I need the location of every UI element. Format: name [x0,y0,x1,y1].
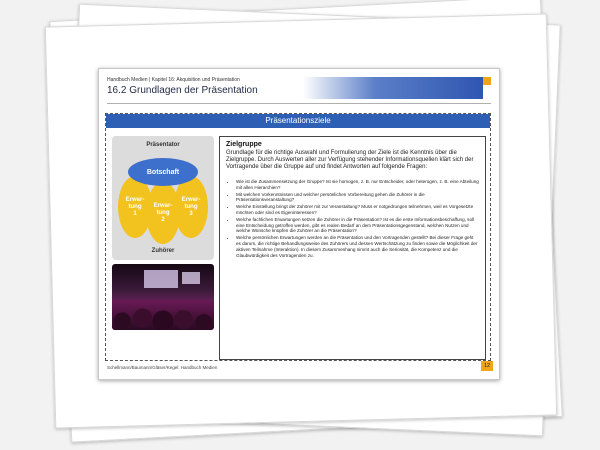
header-divider [107,103,491,104]
expectation-1: Erwar- tung 1 [118,176,152,238]
content-frame [105,113,491,361]
target-group-textbox [219,136,486,360]
audience-label: Zuhörer [151,248,175,254]
side-screen [182,272,200,284]
page-title: 16.2 Grundlagen der Präsentation [107,85,258,96]
list-item: • Welche persönlichen Erwartungen werden an die Präsentation und den Vortragenden gestellt? Bei dieser Frage geht es darum, die richtige Behandlungsweise des Zuhörers und dessen Wertschätzung zu finden sowie die Möglichkeit der aktiven Teilnahme (Interaktion). In diesem Zusammenhang nimmt auch die Seriosität, die Kompetenz und die Glaubwürdigkeit des Vortragenden zu. [236,235,479,258]
conference-photo [112,264,214,330]
message-oval: Botschaft [128,158,198,186]
question-list [226,179,479,258]
presentation-diagram [112,136,214,260]
document-page [98,68,500,380]
expectation-3: Erwar- tung 3 [174,176,208,238]
page-header [107,77,491,105]
breadcrumb: Handbuch Medien | Kapitel 16: Akquisition und Präsentation [107,77,240,83]
list-item: • Wie ist die Zusammensetzung der Gruppe? Ist sie homogen, z. B. nur Entscheider, oder heterogen, z. B. eine Abteilung mit allen Hierarchien? [236,179,479,191]
intro-paragraph: Grundlage für die richtige Auswahl und Formulierung der Ziele ist die Kenntnis über die Zielgruppe. Durch Auswerten aller zur Verfügung stehender Informationsquellen klärt sich der Vortragende über die Gruppe auf und findet Antworten auf folgende Fragen: [226,150,474,170]
section-banner: Präsentationsziele [106,114,490,128]
page-number: 12 [481,361,493,371]
section-heading: Zielgruppe [226,141,262,148]
list-item: • Mit welchen Vorkenntnissen und welcher persönlichen Vorbereitung gehen die Zuhörer in die Präsentationsveranstaltung? [236,192,479,204]
presenter-label: Präsentator [146,142,180,148]
header-gradient-bar [303,77,483,99]
list-item: • Welche fachlichen Erwartungen setzen die Zuhörer in die Präsentation? Ist es die erste Informationsbeschaffung, soll eine Entscheidung getroffen werden, gibt es realen Bedarf an dem Präsentationsgegenstand, welchen Nutzen und welche Wünsche knüpfen die Zuhörer an die Präsentation? [236,217,479,234]
stage-screen [144,270,178,288]
audience-crowd [112,300,214,330]
expectation-2: Erwar- tung 2 [146,182,180,244]
footer-citation: Schellmann/Baumann/Gläser/Kegel: Handbuch Medien [107,365,218,370]
header-accent [483,77,491,85]
list-item: • Welche Einstellung bringt der Zuhörer mit zur Veranstaltung? Muss er notgedrungen teilnehmen, weil es Vorgesetzte möchten oder sind es Eigeninteressen? [236,204,479,216]
